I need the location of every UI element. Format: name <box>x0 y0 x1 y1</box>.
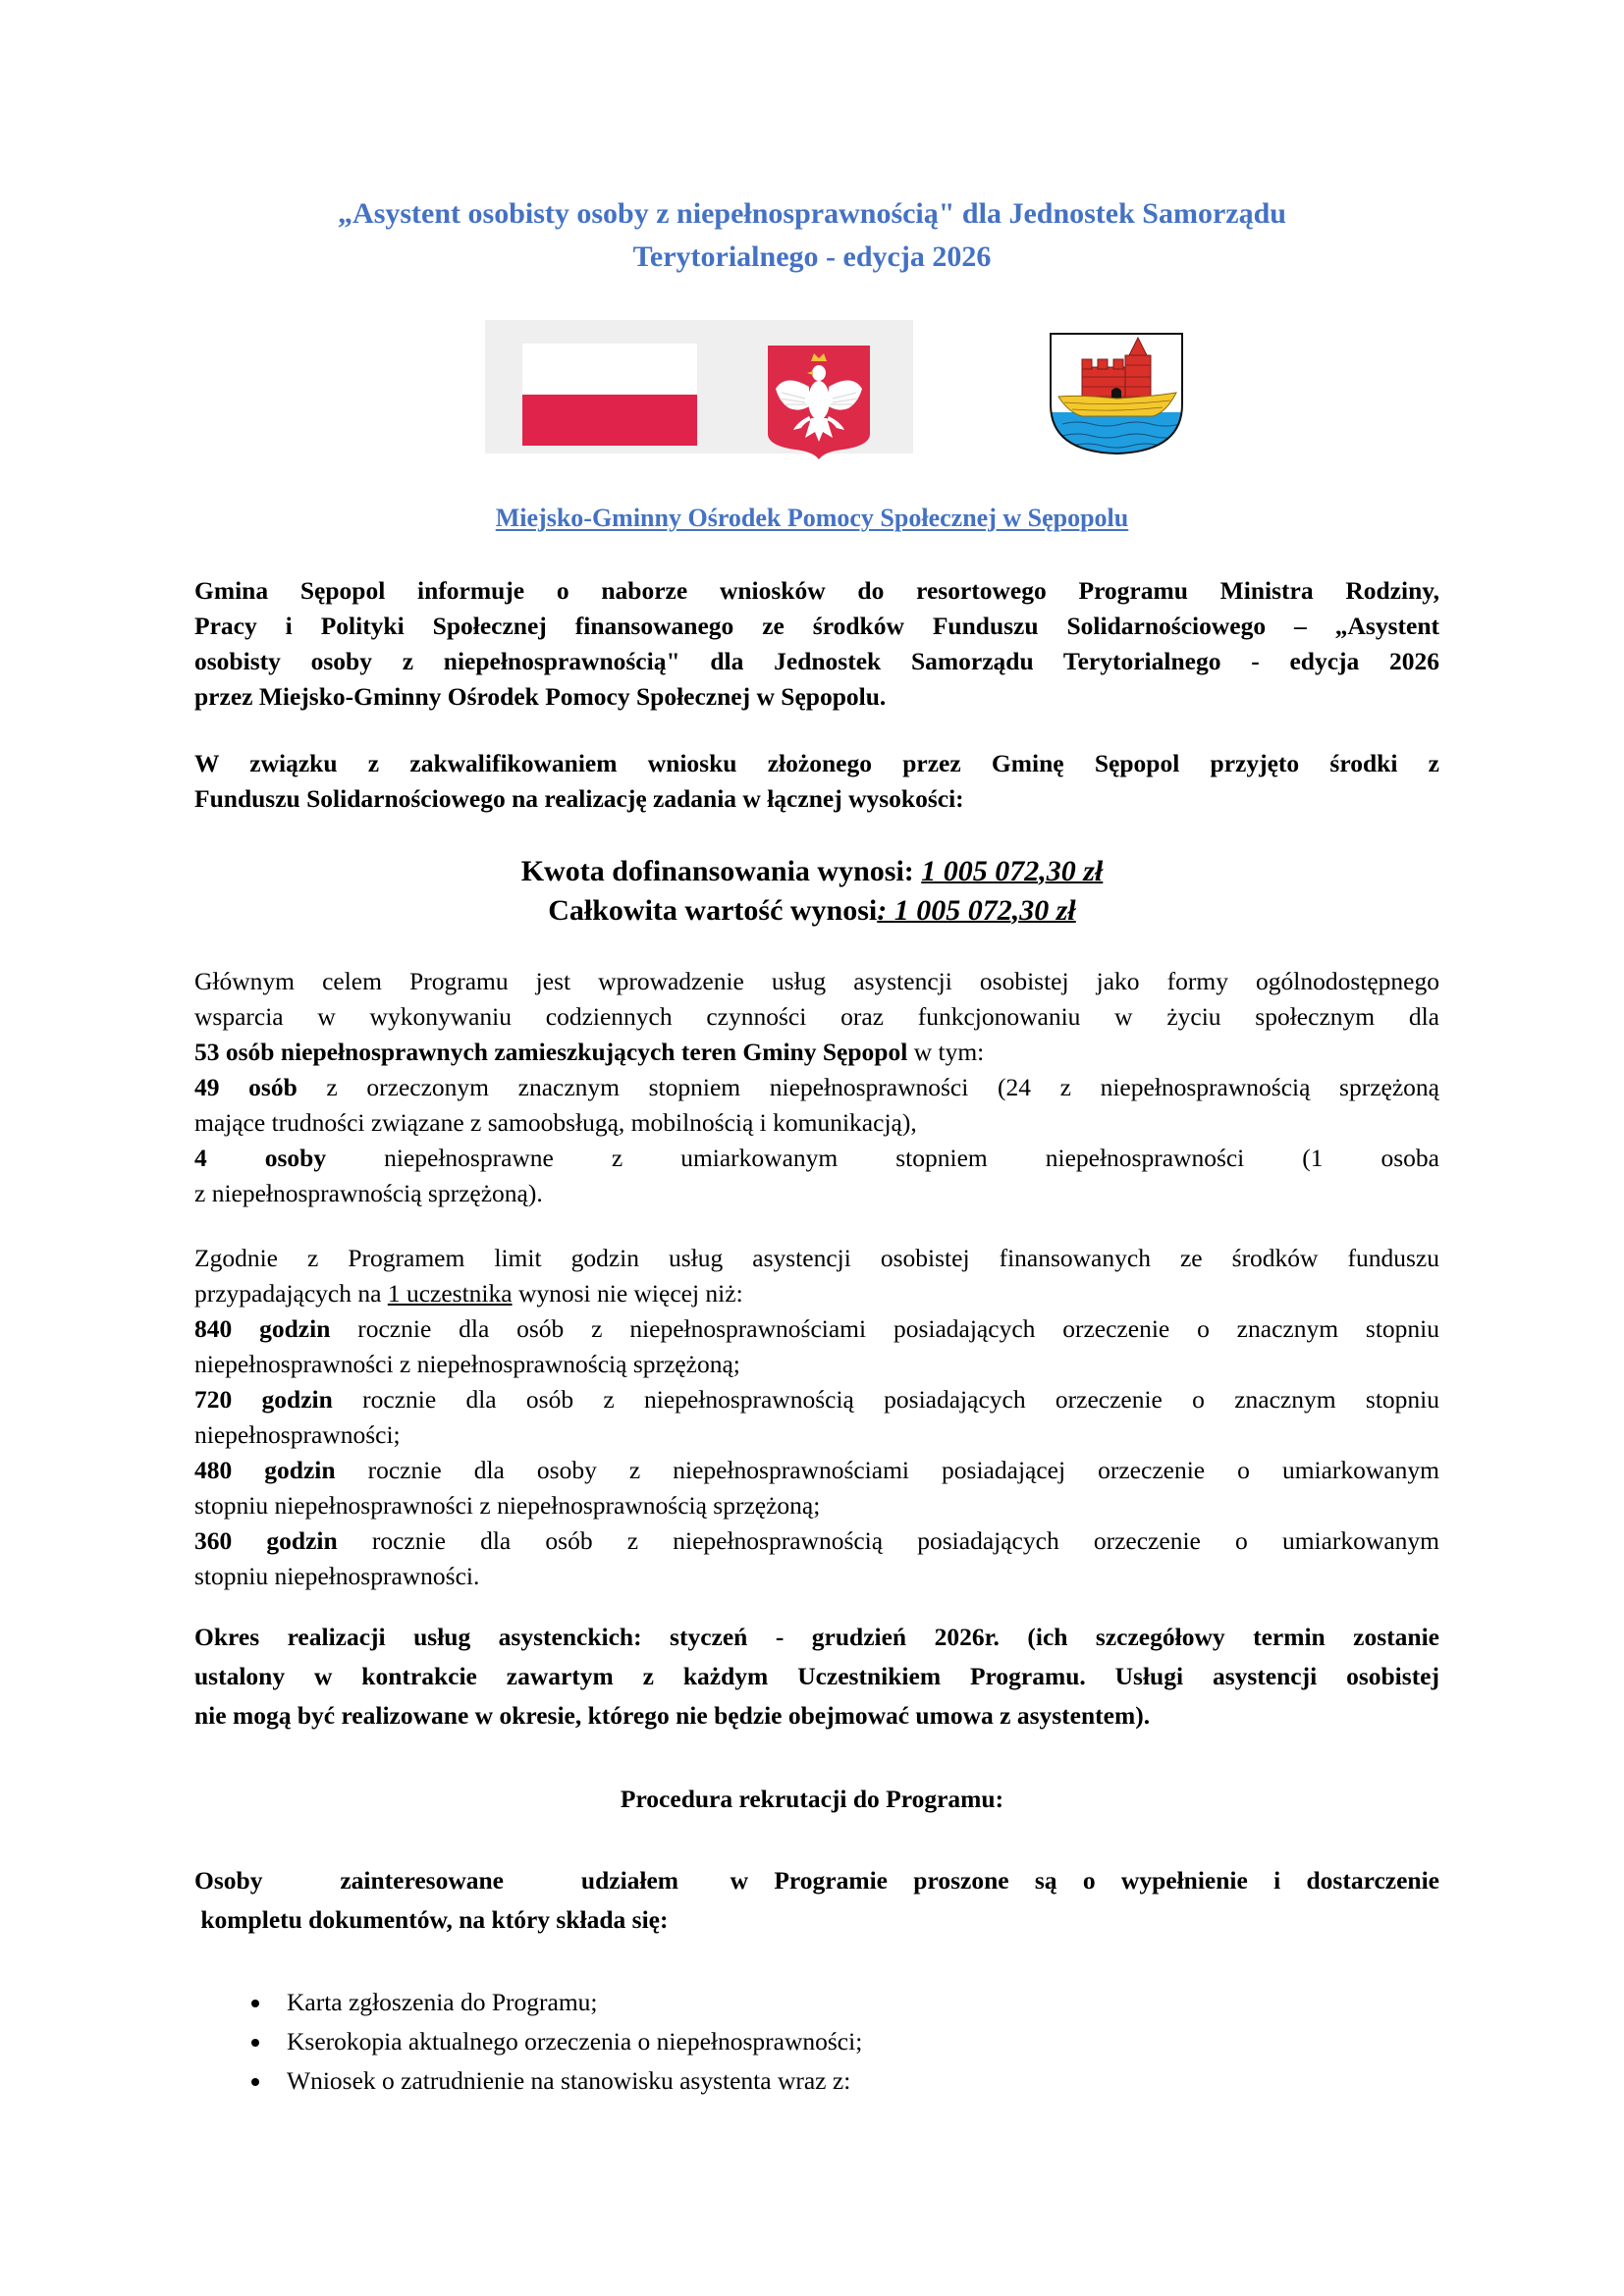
organization-heading <box>196 499 1428 538</box>
required-documents-list <box>242 1983 862 2101</box>
funding-paragraph <box>194 746 1439 817</box>
limit-text: rocznie dla osób z niepełnosprawnością posiadających orzeczenie o znacznym stopniu <box>332 1385 1439 1414</box>
limit-item-840 <box>194 1311 1439 1347</box>
title-line-1: „Asystent osobisty osoby z niepełnosprawnością" dla Jednostek Samorządu <box>338 197 1286 230</box>
total-value: : 1 005 072,30 zł <box>877 894 1076 927</box>
limit-text: rocznie dla osób z niepełnosprawnością posiadających orzeczenie o umiarkowanym <box>337 1526 1439 1555</box>
funding-amounts <box>196 852 1428 931</box>
goal-line: wsparcia w wykonywaniu codziennych czynności oraz funkcjonowaniu w życiu społecznym dla <box>194 1002 1439 1031</box>
hour-limits-paragraph <box>194 1241 1439 1594</box>
polish-flag-icon <box>522 344 697 446</box>
limits-line <box>194 1276 1439 1311</box>
limit-item-360 <box>194 1523 1439 1559</box>
intro-line: przez Miejsko-Gminny Ośrodek Pomocy Społecznej w Sępopolu. <box>194 682 887 711</box>
intro-line: Pracy i Polityki Społecznej finansowanego ze środków Funduszu Solidarnościowego – „Asystent <box>194 612 1439 640</box>
limit-hours: 720 godzin <box>194 1385 333 1414</box>
limit-text: rocznie dla osób z niepełnosprawnościami posiadających orzeczenie o znacznym stopniu <box>330 1314 1439 1343</box>
period-line: Okres realizacji usług asystenckich: styczeń - grudzień 2026r. (ich szczegółowy termin zostanie <box>194 1623 1439 1651</box>
limits-text: przypadających na <box>194 1279 388 1308</box>
polish-eagle-coat-of-arms-icon <box>766 344 872 461</box>
sepopol-coat-of-arms-icon <box>1043 326 1190 455</box>
period-line: nie mogą być realizowane w okresie, którego nie będzie obejmować umowa z asystentem). <box>194 1701 1151 1730</box>
goal-text: w tym: <box>907 1038 985 1066</box>
document-title <box>196 192 1428 279</box>
goal-line: mające trudności związane z samoobsługą, mobilnością i komunikacją), <box>194 1108 917 1137</box>
period-line: ustalony w kontrakcie zawartym z każdym Uczestnikiem Programu. Usługi asystencji osobistej <box>194 1662 1439 1690</box>
total-amount-row <box>196 891 1428 931</box>
limit-text: rocznie dla osoby z niepełnosprawnościami posiadającej orzeczenie o umiarkowanym <box>335 1456 1439 1484</box>
limit-hours: 480 godzin <box>194 1456 336 1484</box>
limit-text: niepełnosprawności; <box>194 1420 401 1449</box>
document-item: • Kserokopia aktualnego orzeczenia o niepełnosprawności; <box>273 2022 862 2061</box>
goal-text: niepełnosprawne z umiarkowanym stopniem niepełnosprawności (1 osoba <box>326 1144 1439 1172</box>
goal-line <box>194 1070 1439 1105</box>
limit-item-480 <box>194 1453 1439 1488</box>
recruitment-procedure-heading: Procedura rekrutacji do Programu: <box>620 1785 1004 1813</box>
goal-line: z niepełnosprawnością sprzężoną). <box>194 1179 543 1207</box>
intro-paragraph <box>194 573 1439 715</box>
grant-value: 1 005 072,30 zł <box>921 855 1104 887</box>
limit-text: niepełnosprawności z niepełnosprawnością sprzężoną; <box>194 1350 740 1378</box>
grant-amount-row <box>196 852 1428 891</box>
grant-label: Kwota dofinansowania wynosi: <box>520 855 922 887</box>
procedure-intro-paragraph <box>194 1861 1439 1940</box>
limit-hours: 840 godzin <box>194 1314 331 1343</box>
goal-text: z orzeczonym znacznym stopniem niepełnosprawności (24 z niepełnosprawnością sprzężoną <box>297 1073 1439 1101</box>
limits-line: Zgodnie z Programem limit godzin usług asystencji osobistej finansowanych ze środków funduszu <box>194 1244 1439 1272</box>
limits-text: wynosi nie więcej niż: <box>512 1279 743 1308</box>
beneficiaries-moderate: 4 osoby <box>194 1144 327 1172</box>
program-goal-paragraph <box>194 964 1439 1211</box>
procedure-line: Osoby zainteresowane udziałem w Programie proszone są o wypełnienie i dostarczenie <box>194 1866 1439 1895</box>
intro-line: Gmina Sępopol informuje o naborze wniosków do resortowego Programu Ministra Rodziny, <box>194 576 1439 605</box>
limit-item-720 <box>194 1382 1439 1417</box>
beneficiaries-total: 53 osób niepełnosprawnych zamieszkujących teren Gminy Sępopol <box>194 1038 908 1066</box>
document-item: • Wniosek o zatrudnienie na stanowisku asystenta wraz z: <box>273 2061 862 2101</box>
title-line-2: Terytorialnego - edycja 2026 <box>632 240 992 273</box>
organization-name: Miejsko-Gminny Ośrodek Pomocy Społecznej w Sępopolu <box>495 504 1129 532</box>
intro-line: osobisty osoby z niepełnosprawnością" dla Jednostek Samorządu Terytorialnego - edycja 2026 <box>194 647 1439 675</box>
limit-hours: 360 godzin <box>194 1526 338 1555</box>
limit-text: stopniu niepełnosprawności. <box>194 1562 480 1590</box>
limit-text: stopniu niepełnosprawności z niepełnosprawnością sprzężoną; <box>194 1491 821 1520</box>
goal-line <box>194 1141 1439 1176</box>
service-period-paragraph <box>194 1618 1439 1735</box>
national-symbols-banner <box>485 320 913 454</box>
funding-line: Funduszu Solidarnościowego na realizację zadania w łącznej wysokości: <box>194 784 964 813</box>
beneficiaries-significant: 49 osób <box>194 1073 298 1101</box>
document-item: • Karta zgłoszenia do Programu; <box>273 1983 862 2022</box>
funding-line: W związku z zakwalifikowaniem wniosku złożonego przez Gminę Sępopol przyjęto środki z <box>194 749 1439 777</box>
goal-line: Głównym celem Programu jest wprowadzenie usług asystencji osobistej jako formy ogólnodostępnego <box>194 967 1439 995</box>
procedure-line: kompletu dokumentów, na który składa się: <box>194 1905 669 1934</box>
total-label: Całkowita wartość wynosi <box>548 894 878 927</box>
goal-line <box>194 1035 1439 1070</box>
per-participant-label: 1 uczestnika <box>387 1279 513 1308</box>
